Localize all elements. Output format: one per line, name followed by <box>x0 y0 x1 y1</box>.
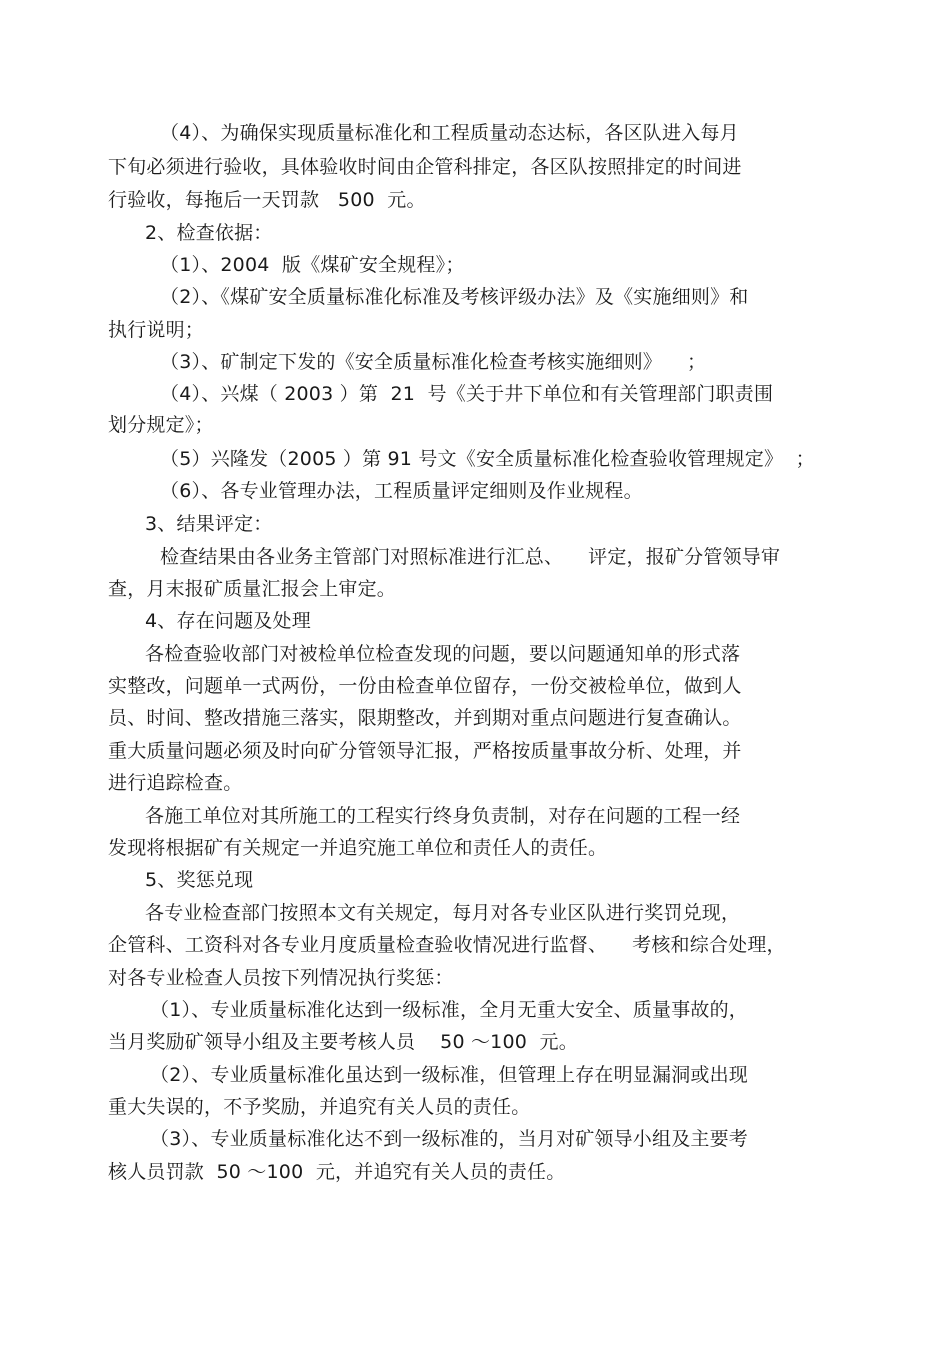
section-heading: 4、存在问题及处理 <box>145 610 311 632</box>
section-heading: 2、检查依据： <box>145 222 273 244</box>
list-item: （3）、矿制定下发的《安全质量标准化检查考核实施细则》 ； <box>160 351 707 373</box>
paragraph-line: 企管科、工资科对各专业月度质量检查验收情况进行监督、 考核和综合处理， <box>108 934 786 956</box>
paragraph-line: 各专业检查部门按照本文有关规定，每月对各专业区队进行奖罚兑现， <box>145 902 741 924</box>
paragraph-line: 下旬必须进行验收，具体验收时间由企管科排定，各区队按照排定的时间进 <box>108 156 742 178</box>
list-item-continuation: 执行说明； <box>108 319 205 341</box>
list-item-continuation: 当月奖励矿领导小组及主要考核人员 50 ～100 元。 <box>108 1031 578 1053</box>
list-item: （1）、专业质量标准化达到一级标准，全月无重大安全、质量事故的， <box>150 999 748 1021</box>
paragraph-line: 进行追踪检查。 <box>108 772 243 794</box>
paragraph-line: 查，月末报矿质量汇报会上审定。 <box>108 578 397 600</box>
paragraph-line: 行验收，每拖后一天罚款 500 元。 <box>108 189 426 211</box>
paragraph-line: 各检查验收部门对被检单位检查发现的问题，要以问题通知单的形式落 <box>145 643 741 665</box>
list-item: （4）、兴煤（ 2003 ）第 21 号《关于井下单位和有关管理部门职责围 <box>160 383 774 405</box>
list-item: （1）、2004 版《煤矿安全规程》； <box>160 254 465 276</box>
paragraph-line: 发现将根据矿有关规定一并追究施工单位和责任人的责任。 <box>108 837 608 859</box>
list-item-continuation: 划分规定》； <box>108 414 214 436</box>
paragraph-line: 实整改，问题单一式两份，一份由检查单位留存，一份交被检单位，做到人 <box>108 675 742 697</box>
list-item: （3）、专业质量标准化达不到一级标准的，当月对矿领导小组及主要考 <box>150 1128 748 1150</box>
section-heading: 3、结果评定： <box>145 513 273 535</box>
paragraph-line: 各施工单位对其所施工的工程实行终身负责制，对存在问题的工程一经 <box>145 805 741 827</box>
section-heading: 5、奖惩兑现 <box>145 869 254 891</box>
paragraph-line: 员、时间、整改措施三落实，限期整改，并到期对重点问题进行复查确认。 <box>108 707 742 729</box>
paragraph-line: （4）、为确保实现质量标准化和工程质量动态达标，各区队进入每月 <box>160 122 739 144</box>
list-item: （5）兴隆发（2005 ）第 91 号文《安全质量标准化检查验收管理规定》 ； <box>160 448 815 470</box>
paragraph-line: 对各专业检查人员按下列情况执行奖惩： <box>108 967 454 989</box>
list-item: （6）、各专业管理办法，工程质量评定细则及作业规程。 <box>160 480 643 502</box>
paragraph-line: 检查结果由各业务主管部门对照标准进行汇总、 评定，报矿分管领导审 <box>160 546 781 568</box>
paragraph-line: 重大质量问题必须及时向矿分管领导汇报，严格按质量事故分析、处理，并 <box>108 740 742 762</box>
list-item: （2）、《煤矿安全质量标准化标准及考核评级办法》及《实施细则》和 <box>160 286 749 308</box>
list-item-continuation: 核人员罚款 50 ～100 元，并追究有关人员的责任。 <box>108 1161 566 1183</box>
list-item-continuation: 重大失误的，不予奖励，并追究有关人员的责任。 <box>108 1096 531 1118</box>
list-item: （2）、专业质量标准化虽达到一级标准，但管理上存在明显漏洞或出现 <box>150 1064 748 1086</box>
